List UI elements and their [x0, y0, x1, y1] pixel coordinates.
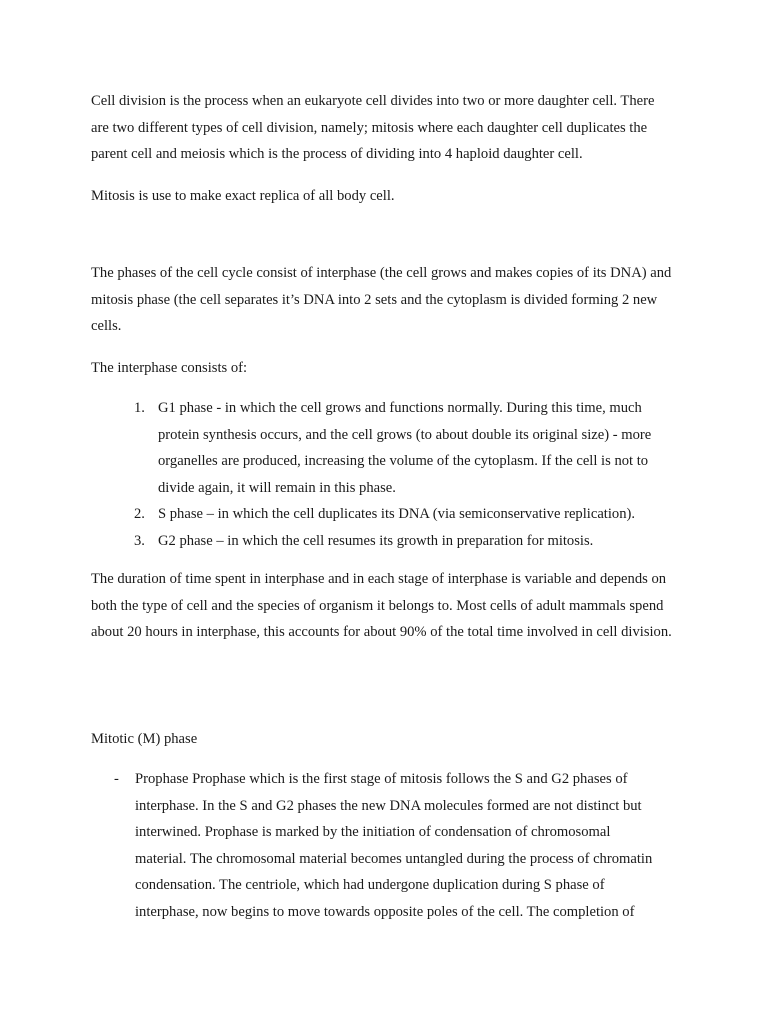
duration-paragraph: The duration of time spent in interphase and in each stage of interphase is variable and depends on both the type of cell and the species of organism it belongs to. Most cells of adult mammals spend about 20 hours in interphase, this accounts for about 90% of the total time involved in cell division.: [91, 571, 672, 641]
mitotic-heading: Mitotic (M) phase: [91, 731, 198, 747]
list-item: [0, 395, 768, 501]
list-item-text: G1 phase - in which the cell grows and functions normally. During this time, much protein synthesis occurs, and the cell grows (to about double its original size) - more organelles are produced, increasing the volume of the cytoplasm. If the cell is not to divide again, it will remain in this phase.: [158, 400, 652, 496]
interphase-intro: The interphase consists of:: [91, 360, 248, 376]
interphase-list: [0, 395, 768, 555]
intro-paragraph: Cell division is the process when an eukaryote cell divides into two or more daughter cell. There are two different types of cell division, namely; mitosis where each daughter cell duplicates the parent cell and meiosis which is the process of dividing into 4 haploid daughter cell.: [91, 93, 655, 163]
list-item-text: Prophase Prophase which is the first stage of mitosis follows the S and G2 phases of interphase. In the S and G2 phases the new DNA molecules formed are not distinct but interwined. Prophase is marked by the initiation of condensation of chromosomal material. The chromosomal material becomes untangled during the process of chromatin condensation. The centriole, which had undergone duplication during S phase of interphase, now begins to move towards opposite poles of the cell. The completion of: [135, 771, 653, 920]
cell-cycle-paragraph: The phases of the cell cycle consist of interphase (the cell grows and makes copies of its DNA) and mitosis phase (the cell separates it’s DNA into 2 sets and the cytoplasm is divided forming 2 new cells.: [91, 265, 672, 335]
list-number: 1.: [134, 400, 145, 416]
list-item: [0, 501, 768, 528]
list-item-text: G2 phase – in which the cell resumes its growth in preparation for mitosis.: [158, 532, 594, 549]
list-item-text: S phase – in which the cell duplicates its DNA (via semiconservative replication).: [158, 506, 636, 523]
mitosis-paragraph: Mitosis is use to make exact replica of all body cell.: [91, 188, 395, 204]
list-number: 2.: [134, 506, 145, 523]
list-number: 3.: [134, 532, 145, 549]
list-item: [0, 766, 768, 926]
list-dash: -: [114, 771, 119, 787]
mitotic-list: [0, 766, 768, 926]
list-item: [0, 528, 768, 555]
